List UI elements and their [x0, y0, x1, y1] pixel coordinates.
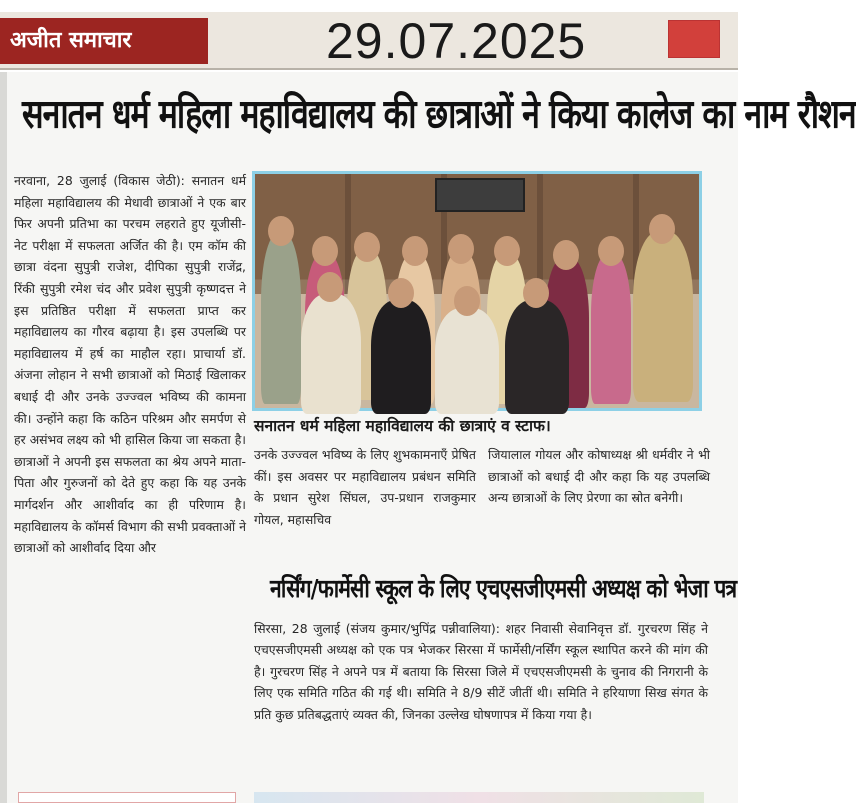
photo-person-head — [317, 272, 343, 302]
photo-person — [591, 254, 631, 404]
photo-person — [435, 308, 499, 414]
group-photo — [252, 171, 702, 411]
edition-date: 29.07.2025 — [326, 13, 587, 69]
photo-person-head — [312, 236, 338, 266]
next-article-box — [18, 792, 236, 803]
photo-person-head — [448, 234, 474, 264]
photo-person — [371, 300, 431, 414]
newspaper-brand: अजीत समाचार — [0, 18, 208, 64]
photo-person-head — [454, 286, 480, 316]
color-block-decoration — [668, 20, 720, 58]
article-right-column: जियालाल गोयल और कोषाध्यक्ष श्री धर्मवीर ने भी छात्राओं को बधाई दी और कहा कि यह उपलब्धि अन्य छात्राओं के लिए प्रेरणा का स्रोत बनेगी। — [488, 447, 710, 506]
next-article-image-strip — [254, 792, 704, 803]
photo-person-head — [402, 236, 428, 266]
status-bar — [0, 0, 738, 12]
photo-person — [633, 232, 693, 402]
article-headline: सनातन धर्म महिला महाविद्यालय की छात्राओं ने किया कालेज का नाम रौशन — [22, 89, 856, 138]
photo-person-head — [598, 236, 624, 266]
photo-person — [505, 300, 569, 414]
article-lead-column: नरवाना, 28 जुलाई (विकास जेठी): सनातन धर्म महिला महाविद्यालय की मेधावी छात्राओं ने एक बार फिर अपनी प्रतिभा का परचम लहराते हुए यूजीसी-नेट परीक्षा में सफलता अर्जित की है। एम कॉम की छात्रा वंदना सुपुत्री राजेश, दीपिका सुपुत्री राजेंद्र, रिंकी सुपुत्री रमेश चंद और प्रवेश सुपुत्री कृष्णदत्त ने इस प्रतिष्ठित परीक्षा में सफलता प्राप्त कर महाविद्यालय का गौरव बढ़ाया है। इस उपलब्धि पर महाविद्यालय में हर्ष का माहौल रहा। प्राचार्या डॉ. अंजना लोहान ने सभी छात्राओं को मिठाई खिलाकर बधाई दी और उनके उज्ज्वल भविष्य की कामना की। उन्होंने कहा कि कठिन परिश्रम और समर्पण से हर असंभव लक्ष्य को भी हासिल किया जा सकता है। छात्राओं ने अपनी इस सफलता का श्रेय अपने माता-पिता और गुरुजनों को देते हुए कहा कि यह उनके मार्गदर्शन और आशीर्वाद का ही परिणाम है। महाविद्यालय के कॉमर्स विभाग की सभी प्रवक्ताओं ने छात्राओं को आशीर्वाद दिया और — [14, 173, 246, 556]
photo-person — [301, 294, 361, 414]
photo-person-head — [494, 236, 520, 266]
page-edge — [0, 72, 7, 803]
photo-person-head — [523, 278, 549, 308]
photo-person-head — [388, 278, 414, 308]
photo-person-head — [553, 240, 579, 270]
photo-person-head — [649, 214, 675, 244]
photo-caption: सनातन धर्म महिला महाविद्यालय की छात्राएं व स्टाफ। — [254, 417, 551, 435]
article-middle-column: उनके उज्ज्वल भविष्य के लिए शुभकामनाएँ प्रेषित कीं। इस अवसर पर महाविद्यालय प्रबंधन समिति के प्रधान सुरेश सिंघल, उप-प्रधान राजकुमार गोयल, महासचिव — [254, 447, 476, 527]
photo-person — [261, 234, 301, 404]
photo-tv — [435, 178, 525, 212]
photo-person-head — [268, 216, 294, 246]
photo-person-head — [354, 232, 380, 262]
masthead — [0, 12, 738, 70]
second-article-headline: नर्सिंग/फार्मेसी स्कूल के लिए एचएसजीएमसी अध्यक्ष को भेजा पत्र — [270, 574, 737, 604]
second-article-body: सिरसा, 28 जुलाई (संजय कुमार/भुपिंद्र पन्नीवालिया): शहर निवासी सेवानिवृत्त डॉ. गुरचरण सिंह ने एचएसजीएमसी अध्यक्ष को एक पत्र भेजकर सिरसा में फार्मेसी/नर्सिंग स्कूल स्थापित करने की मांग की है। गुरचरण सिंह ने अपने पत्र में बताया कि सिरसा जिले में एचएसजीएमसी के चुनाव की निगरानी के लिए एक समिति गठित की गई थी। समिति ने 8/9 सीटें जीतीं थी। समिति ने हरियाणा सिख संगत के प्रति कुछ प्रतिबद्धताएं व्यक्त की, जिनका उल्लेख घोषणापत्र में किया गया है। — [254, 621, 708, 722]
